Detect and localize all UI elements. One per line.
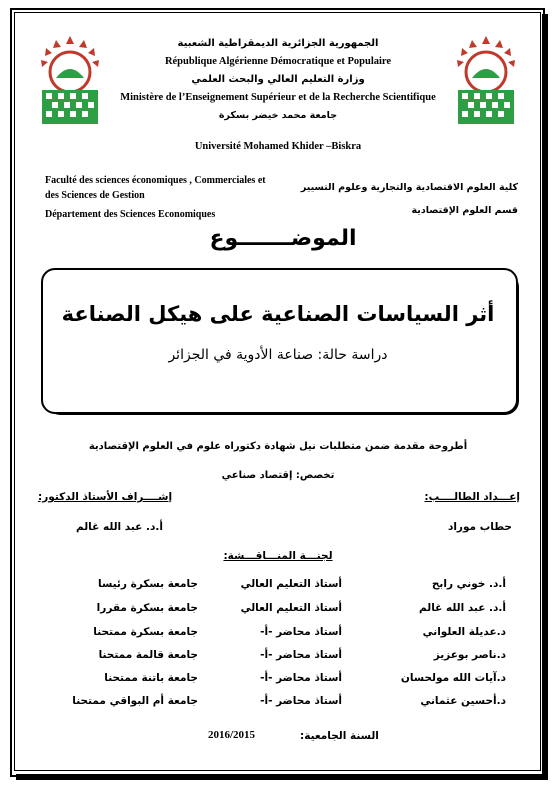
submission-statement: أطروحة مقدمة ضمن متطلبات نيل شهادة دكتوراه علوم في العلوم الإقتصادية [88, 441, 468, 452]
committee-member-name: د.آيات الله مولحسان [400, 672, 506, 684]
ministry-ar: وزارة التعليم العالي والبحث العلمي [191, 74, 365, 85]
faculty-fr-line1: Faculté des sciences économiques , Commerciales et [45, 175, 266, 186]
thesis-subtitle: دراسة حالة: صناعة الأدوية في الجزائر [168, 347, 388, 363]
committee-member-rank: أستاذ محاضر -أ- [260, 649, 342, 661]
supervisor-name: أ.د. عبد الله غالم [76, 521, 163, 533]
title-box [41, 268, 518, 414]
department-ar: قسم العلوم الإقتصادية [411, 205, 518, 216]
committee-member-rank: أستاذ محاضر -أ- [260, 626, 342, 638]
committee-member-role: جامعة بسكرة مقررا [96, 602, 198, 614]
committee-member-role: جامعة بسكرة رئيسا [98, 578, 198, 590]
ministry-fr: Ministère de l’Enseignement Supérieur et de la Recherche Scientifique [120, 92, 436, 103]
page-shadow-bottom [16, 774, 548, 780]
committee-member-name: د.ناصر بوعزيز [433, 649, 506, 661]
committee-member-rank: أستاذ محاضر -أ- [260, 672, 342, 684]
university-ar: جامعة محمد خيضر بسكرة [218, 110, 338, 121]
academic-year-value: 2016/2015 [208, 729, 256, 741]
committee-member-name: د.أحسين عثماني [420, 695, 506, 707]
university-fr: Université Mohamed Khider –Biskra [194, 141, 362, 152]
committee-member-role: جامعة باتنة ممتحنا [104, 672, 198, 684]
faculty-ar: كلية العلوم الاقتصادية والتجارية وعلوم التسيير [300, 182, 518, 193]
subject-label: الموضـــــــوع [209, 226, 357, 251]
committee-member-role: جامعة بسكرة ممتحنا [93, 626, 198, 638]
republic-ar: الجمهورية الجزائرية الديمقراطية الشعبية [177, 38, 379, 49]
supervisor-label: إشــــراف الأستاذ الدكتور: [38, 491, 173, 503]
student-label: إعـــداد الطالــــب: [424, 491, 520, 503]
committee-member-role: جامعة قالمة ممتحنا [98, 649, 198, 661]
faculty-fr-line2: des Sciences de Gestion [45, 190, 145, 201]
thesis-title: أثر السياسات الصناعية على هيكل الصناعة [61, 302, 495, 326]
specialty: تخصص: إقتصاد صناعي [221, 470, 335, 481]
committee-member-name: أ.د. خوني رابح [431, 578, 506, 590]
department-fr: Département des Sciences Economiques [45, 209, 216, 220]
committee-member-name: د.عديلة العلواني [422, 626, 506, 638]
page-shadow-right [542, 14, 548, 777]
committee-member-role: جامعة أم البواقي ممتحنا [72, 695, 198, 707]
committee-label: لجنـــة المنـــاقـــشة: [223, 550, 333, 562]
committee-member-rank: أستاذ التعليم العالي [240, 602, 342, 614]
committee-member-name: أ.د. عبد الله غالم [419, 602, 506, 614]
academic-year-label: السنة الجامعية: [300, 730, 379, 742]
republic-fr: République Algérienne Démocratique et Populaire [164, 56, 392, 67]
committee-member-rank: أستاذ محاضر -أ- [260, 695, 342, 707]
student-name: حطاب موراد [447, 521, 512, 533]
committee-member-rank: أستاذ التعليم العالي [240, 578, 342, 590]
